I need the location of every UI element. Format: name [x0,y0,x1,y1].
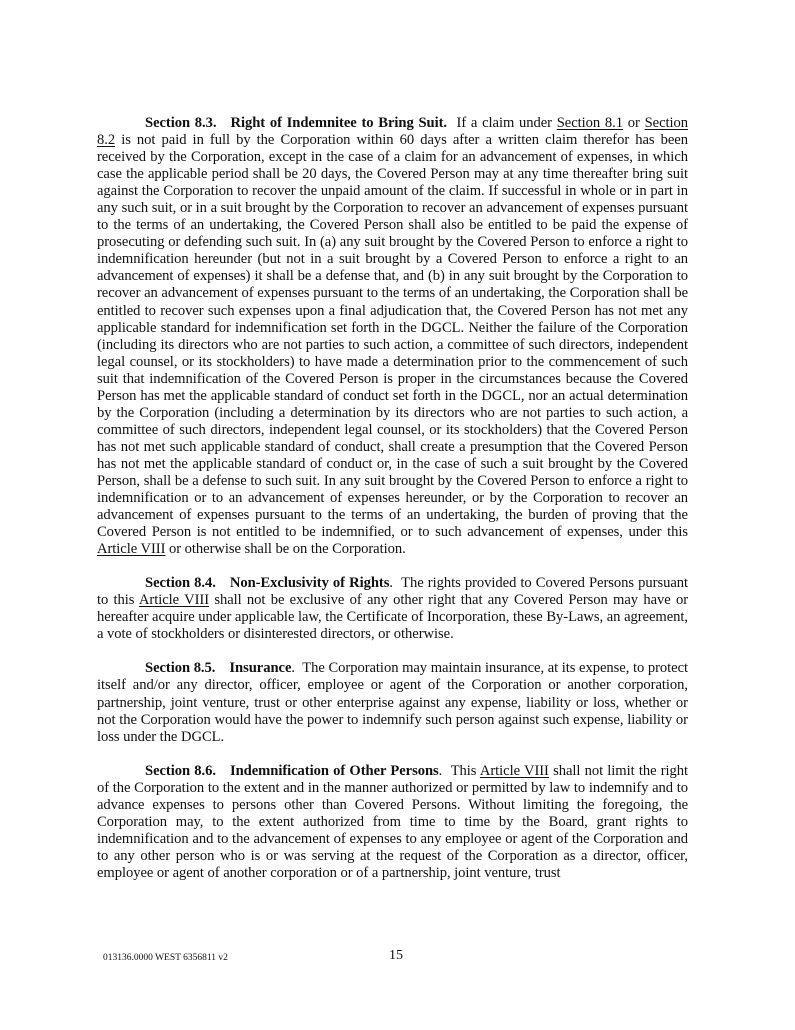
section-8-3: Section 8.3. Right of Indemnitee to Bring Suit. If a claim under Section 8.1 or Section 8.2 is not paid in full by the Corporation within 60 days after a written claim therefor has been received by the Corporation, except in the case of a claim for an advancement of expenses, in which case the applicable period shall be 20 days, the Covered Person may at any time thereafter bring suit against the Corporation to recover the unpaid amount of the claim. If successful in whole or in part in any such suit, or in a suit brought by the Corporation to recover an advancement of expenses pursuant to the terms of an undertaking, the Covered Person shall also be entitled to be paid the expense of prosecuting or defending such suit. In (a) any suit brought by the Covered Person to enforce a right to indemnification hereunder (but not in a suit brought by a Covered Person to enforce a right to an advancement of expenses) it shall be a defense that, and (b) in any suit brought by the Corporation to recover an advancement of expenses pursuant to the terms of an undertaking, the Corporation shall be entitled to recover such expenses upon a final adjudication that, the Covered Person has not met any applicable standard for indemnification set forth in the DGCL. Neither the failure of the Corporation (including its directors who are not parties to such action, a committee of such directors, independent legal counsel, or its stockholders) to have made a determination prior to the commencement of such suit that indemnification of the Covered Person is proper in the circumstances because the Covered Person has met the applicable standard of conduct set forth in the DGCL, nor an actual determination by the Corporation (including a determination by its directors who are not parties to such action, a committee of such directors, independent legal counsel, or its stockholders) that the Covered Person has not met such applicable standard of conduct, shall create a presumption that the Covered Person has not met the applicable standard of conduct or, in the case of such a suit brought by the Covered Person, shall be a defense to such suit. In any suit brought by the Covered Person to enforce a right to indemnification or to an advancement of expenses hereunder, or by the Corporation to recover an advancement of expenses pursuant to the terms of an undertaking, the burden of proving that the Covered Person is not entitled to be indemnified, or to such advancement of expenses, under this Article VIII or otherwise shall be on the Corporation. [97,115,689,558]
body-text: is not paid in full by the Corporation within 60 days after a written claim therefor has been received by the Corporation, except in the case of a claim for an advancement of expenses, in which case the applicable period shall be 20 days, the Covered Person may at any time thereafter bring suit against the Corporation to recover the unpaid amount of the claim. If successful in whole or in part in any such suit, or in a suit brought by the Corporation to recover an advancement of expenses pursuant to the terms of an undertaking, the Covered Person shall also be entitled to be paid the expense of prosecuting or defending such suit. In (a) any suit brought by the Covered Person to enforce a right to indemnification hereunder (but not in a suit brought by a Covered Person to enforce a right to an advancement of expenses) it shall be a defense that, and (b) in any suit brought by the Corporation to recover an advancement of expenses pursuant to the terms of an undertaking, the Corporation shall be entitled to recover such expenses upon a final adjudication that, the Covered Person has not met any applicable standard for indemnification set forth in the DGCL. Neither the failure of the Corporation (including its directors who are not parties to such action, a committee of such directors, independent legal counsel, or its stockholders) to have made a determination prior to the commencement of such suit that indemnification of the Covered Person is proper in the circumstances because the Covered Person has met the applicable standard of conduct set forth in the DGCL, nor an actual determination by the Corporation (including a determination by its directors who are not parties to such action, a committee of such directors, independent legal counsel, or its stockholders) that the Covered Person has not met such applicable standard of conduct, shall create a presumption that the Covered Person has not met the applicable standard of conduct or, in the case of such a suit brought by the Covered Person, shall be a defense to such suit. In any suit brought by the Covered Person to enforce a right to indemnification or to an advancement of expenses hereunder, or by the Corporation to recover an advancement of expenses pursuant to the terms of an undertaking, the burden of proving that the Covered Person is not entitled to be indemnified, or to such advancement of expenses, under this [97,132,688,541]
body-text: shall not be exclusive of any other right that any Covered Person may have or hereafter acquire under applicable law, the Certificate of Incorporation, these By-Laws, an agreement, a vote of stockholders or disinterested directors, or otherwise. [97,592,689,643]
section-number: Section 8.5. [145,660,216,677]
section-title: Non-Exclusivity of Rights [229,575,390,592]
cross-reference-link[interactable]: Section 8.2 [97,115,689,149]
cross-reference-link[interactable]: Section 8.1 [556,115,624,131]
section-8-6: Section 8.6. Indemnification of Other Persons. This Article VIII shall not limit the right of the Corporation to the extent and in the manner authorized or permitted by law to indemnify and to advance expenses to persons other than Covered Persons. Without limiting the foregoing, the Corporation may, to the extent authorized from time to time by the Board, grant rights to indemnification and to the advancement of expenses to any employee or agent of the Corporation and to any other person who is or was serving at the request of the Corporation as a director, officer, employee or agent of another corporation or of a partnership, joint venture, trust [97,762,689,881]
section-title: Insurance [229,660,292,677]
body-text: The Corporation may maintain insurance, at its expense, to protect itself and/or any director, officer, employee or agent of the Corporation or another corporation, partnership, joint venture, trust or other enterprise against any expense, liability or loss, whether or not the Corporation would have the power to indemnify such person against such expense, liability or loss under the DGCL. [97,660,689,745]
cross-reference-link[interactable]: Article VIII [138,592,210,609]
section-number: Section 8.3. [145,115,217,131]
cross-reference-link[interactable]: Article VIII [479,762,549,779]
section-number: Section 8.4. [145,575,216,592]
body-text: or [623,115,645,131]
section-title: Right of Indemnitee to Bring Suit [230,115,444,131]
section-8-4: Section 8.4. Non-Exclusivity of Rights. The rights provided to Covered Persons pursuant to this Article VIII shall not be exclusive of any other right that any Covered Person may have or hereafter acquire under applicable law, the Certificate of Incorporation, these By-Laws, an agreement, a vote of stockholders or disinterested directors, or otherwise. [97,575,689,643]
cross-reference-link[interactable]: Article VIII [97,541,166,558]
document-body [97,115,688,899]
body-text: The rights provided to Covered Persons pursuant to this [97,575,688,609]
body-text: If a claim under [456,115,557,131]
document-id-footer: 013136.0000 WEST 6356811 v2 [103,953,228,963]
body-text: shall not limit the right of the Corporation to the extent and in the manner authorized or permitted by law to indemnify and to advance expenses to persons other than Covered Persons. Without limiting the foregoing, the Corporation may, to the extent authorized from time to time by the Board, grant rights to indemnification and to the advancement of expenses to any employee or agent of the Corporation and to any other person who is or was serving at the request of the Corporation as a director, officer, employee or agent of another corporation or of a partnership, joint venture, trust [97,762,689,881]
page-number: 15 [389,948,403,963]
body-text: or otherwise shall be on the Corporation. [165,541,406,558]
body-text: This [450,762,480,779]
section-title: Indemnification of Other Persons [229,762,439,779]
section-number: Section 8.6. [145,762,216,779]
section-8-5: Section 8.5. Insurance. The Corporation may maintain insurance, at its expense, to protect itself and/or any director, officer, employee or agent of the Corporation or another corporation, partnership, joint venture, trust or other enterprise against any expense, liability or loss, whether or not the Corporation would have the power to indemnify such person against such expense, liability or loss under the DGCL. [97,660,689,745]
